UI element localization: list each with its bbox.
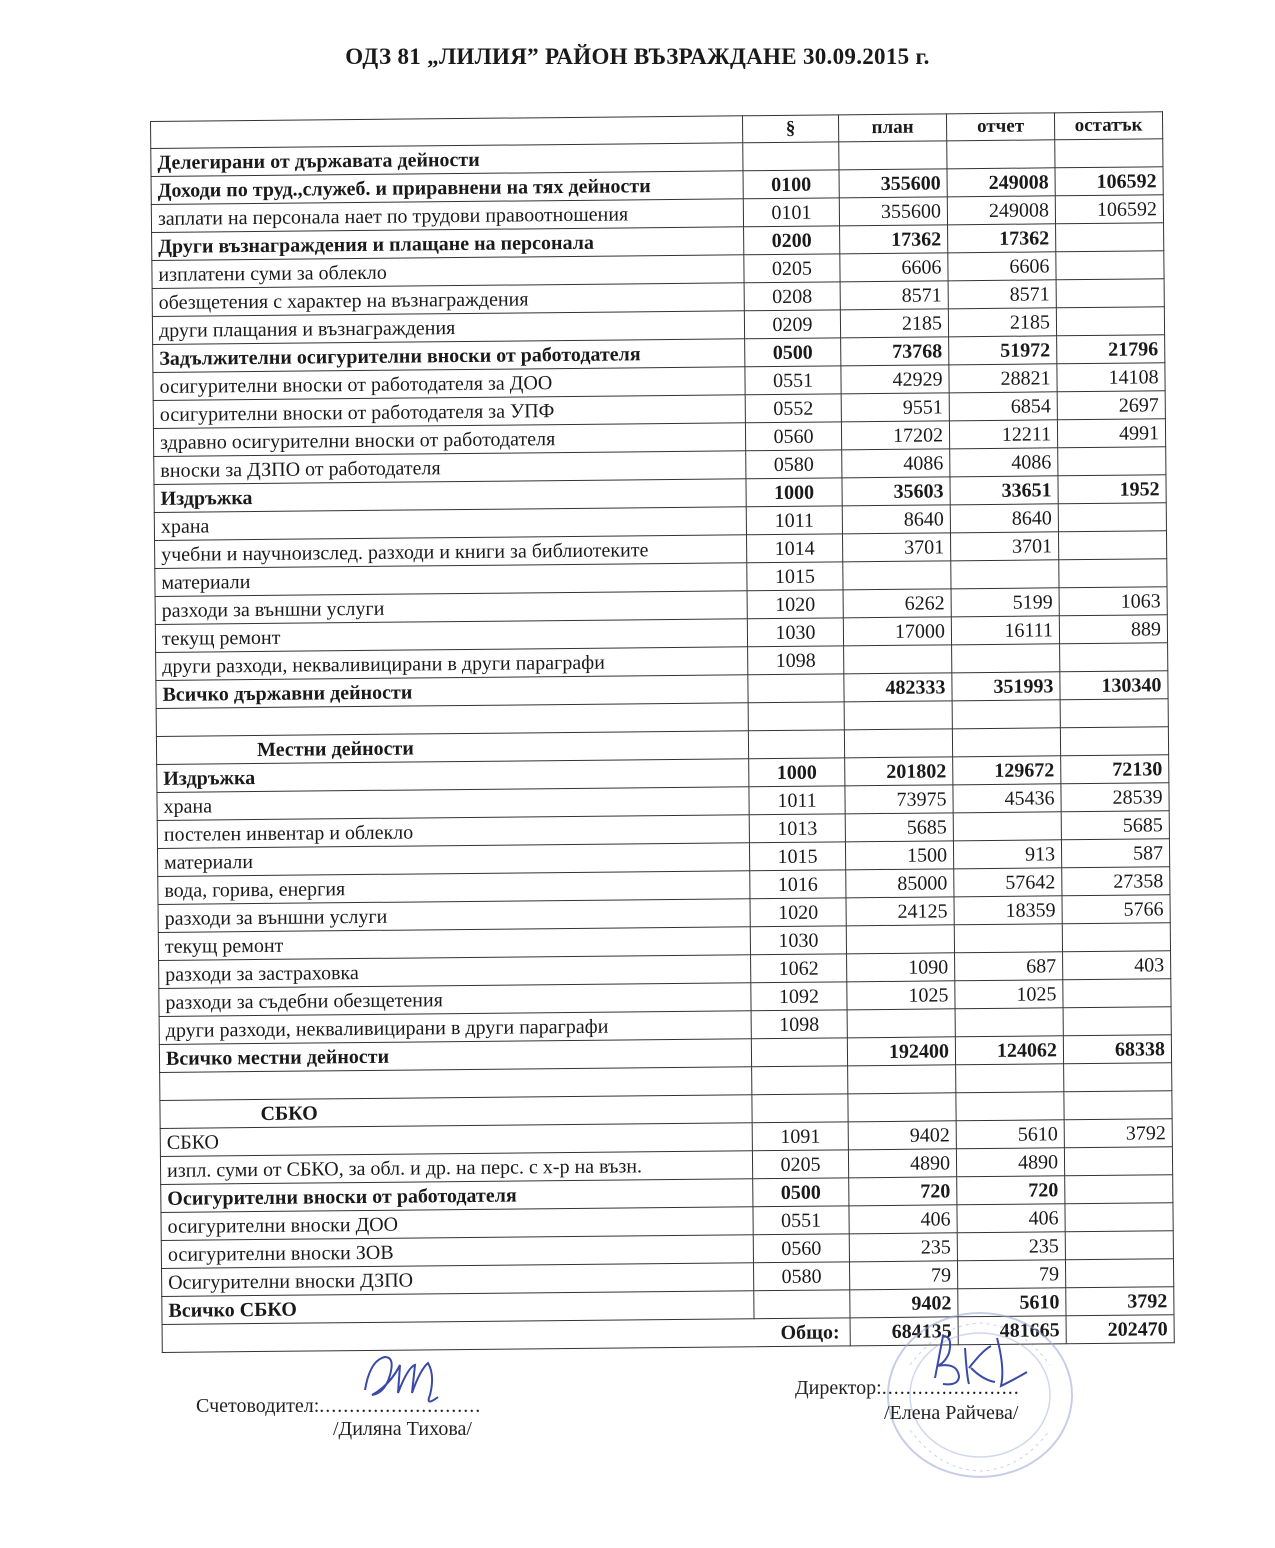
row-report-cell — [952, 644, 1060, 673]
row-name-cell: други плащания и възнаграждения — [152, 311, 744, 345]
row-plan-cell: 6262 — [843, 589, 951, 618]
budget-table — [150, 111, 1175, 1353]
row-name-cell: заплати на персонала нает по трудови правоотношения — [151, 199, 743, 233]
row-code-cell: 0580 — [746, 450, 842, 479]
row-name-cell: Издръжка — [157, 759, 749, 793]
row-plan-cell: 1025 — [847, 981, 955, 1010]
row-report-cell: 8571 — [948, 280, 1056, 309]
row-rest-cell — [1060, 699, 1168, 728]
row-code-cell: 0500 — [745, 338, 841, 367]
row-name-cell: текущ ремонт — [155, 619, 747, 653]
row-code-cell: 0209 — [744, 310, 840, 339]
table-body — [151, 139, 1174, 1325]
row-code-cell: 1014 — [746, 534, 842, 563]
row-name-cell: Всичко местни дейности — [159, 1039, 751, 1073]
row-code-cell: 0101 — [743, 198, 839, 227]
row-report-cell: 45436 — [953, 784, 1061, 813]
row-code-cell: 0551 — [753, 1206, 849, 1235]
row-plan-cell: 192400 — [847, 1037, 955, 1066]
director-label: Директор: — [795, 1377, 882, 1399]
row-code-cell: 1098 — [748, 646, 844, 675]
row-code-cell: 1016 — [750, 870, 846, 899]
row-code-cell — [752, 1066, 848, 1095]
row-name-cell: учебни и научноизслед. разходи и книги за библиотеките — [155, 535, 747, 569]
row-report-cell: 51972 — [949, 336, 1057, 365]
director-dots: ....................... — [881, 1377, 1020, 1399]
row-code-cell: 0551 — [745, 366, 841, 395]
row-code-cell: 0200 — [744, 226, 840, 255]
row-rest-cell: 3792 — [1066, 1287, 1174, 1316]
row-name-cell: други разходи, некваливицирани в други параграфи — [156, 647, 748, 681]
row-report-cell: 33651 — [950, 476, 1058, 505]
row-report-cell: 5610 — [958, 1288, 1066, 1317]
row-name-cell: здравно осигурителни вноски от работодателя — [153, 423, 745, 457]
row-report-cell: 235 — [957, 1232, 1065, 1261]
row-name-cell: разходи за външни услуги — [155, 591, 747, 625]
row-name-cell: разходи за съдебни обезщетения — [159, 983, 751, 1017]
row-report-cell: 249008 — [947, 168, 1055, 197]
row-code-cell — [743, 142, 839, 171]
row-name-cell: осигурителни вноски от работодателя за ДОО — [153, 367, 745, 401]
row-report-cell — [947, 140, 1055, 169]
row-rest-cell — [1059, 559, 1167, 588]
row-rest-cell: 1952 — [1058, 475, 1166, 504]
row-report-cell — [955, 1008, 1063, 1037]
row-name-cell: други разходи, некваливицирани в други параграфи — [159, 1011, 751, 1045]
row-report-cell: 79 — [957, 1260, 1065, 1289]
row-rest-cell: 130340 — [1060, 671, 1168, 700]
row-plan-cell — [848, 1093, 956, 1122]
row-plan-cell: 406 — [849, 1205, 957, 1234]
header-rest: остатък — [1054, 112, 1162, 140]
row-plan-cell: 482333 — [844, 673, 952, 702]
row-plan-cell: 355600 — [839, 169, 947, 198]
row-code-cell — [748, 674, 844, 703]
row-code-cell: 1092 — [751, 982, 847, 1011]
row-name-cell: Всичко СБКО — [162, 1291, 754, 1325]
row-code-cell: 1015 — [747, 562, 843, 591]
row-code-cell: 1030 — [750, 926, 846, 955]
row-name-cell: вноски за ДЗПО от работодателя — [154, 451, 746, 485]
row-plan-cell: 9402 — [850, 1289, 958, 1318]
row-plan-cell: 355600 — [839, 197, 947, 226]
director-signature-line — [795, 1377, 1020, 1400]
grand-total-plan: 684135 — [850, 1317, 958, 1346]
row-plan-cell: 3701 — [842, 533, 950, 562]
row-name-cell: СБКО — [160, 1095, 752, 1129]
grand-total-label: Общо: — [162, 1318, 850, 1353]
row-report-cell: 17362 — [948, 224, 1056, 253]
row-code-cell: 0205 — [752, 1150, 848, 1179]
row-rest-cell — [1063, 979, 1171, 1008]
row-code-cell — [751, 1038, 847, 1067]
header-plan: план — [838, 114, 946, 142]
row-name-cell: материали — [155, 563, 747, 597]
row-rest-cell — [1060, 643, 1168, 672]
row-code-cell: 1000 — [749, 758, 845, 787]
row-plan-cell: 8640 — [842, 505, 950, 534]
row-code-cell: 1015 — [749, 842, 845, 871]
row-plan-cell: 720 — [849, 1177, 957, 1206]
row-plan-cell: 8571 — [840, 281, 948, 310]
row-report-cell: 124062 — [955, 1036, 1063, 1065]
document-title: ОДЗ 81 „ЛИЛИЯ” РАЙОН ВЪЗРАЖДАНЕ 30.09.2015 г. — [345, 44, 930, 69]
row-report-cell: 6606 — [948, 252, 1056, 281]
row-name-cell: храна — [154, 507, 746, 541]
row-plan-cell: 73975 — [845, 785, 953, 814]
row-report-cell: 720 — [957, 1176, 1065, 1205]
row-rest-cell — [1064, 1063, 1172, 1092]
row-name-cell: обезщетения с характер на възнаграждения — [152, 283, 744, 317]
row-code-cell: 1011 — [746, 506, 842, 535]
row-name-cell: Други възнаграждения и плащане на персонала — [152, 227, 744, 261]
row-report-cell: 18359 — [954, 896, 1062, 925]
row-rest-cell — [1058, 447, 1166, 476]
row-rest-cell: 106592 — [1055, 195, 1163, 224]
row-plan-cell: 201802 — [845, 757, 953, 786]
row-rest-cell — [1064, 1091, 1172, 1120]
row-code-cell: 1062 — [751, 954, 847, 983]
row-name-cell: Осигурителни вноски ДЗПО — [162, 1263, 754, 1297]
row-rest-cell — [1064, 1147, 1172, 1176]
row-code-cell — [748, 702, 844, 731]
row-plan-cell: 17202 — [841, 421, 949, 450]
row-report-cell: 6854 — [949, 392, 1057, 421]
row-report-cell: 1025 — [955, 980, 1063, 1009]
row-rest-cell — [1056, 279, 1164, 308]
grand-total-report: 481665 — [958, 1316, 1066, 1345]
row-rest-cell — [1065, 1231, 1173, 1260]
row-code-cell — [754, 1290, 850, 1319]
row-rest-cell — [1062, 923, 1170, 952]
row-plan-cell — [844, 645, 952, 674]
row-rest-cell — [1065, 1203, 1173, 1232]
row-plan-cell: 2185 — [840, 309, 948, 338]
row-plan-cell: 235 — [849, 1233, 957, 1262]
row-code-cell: 0205 — [744, 254, 840, 283]
row-rest-cell: 5685 — [1061, 811, 1169, 840]
row-plan-cell — [846, 925, 954, 954]
row-name-cell: Осигурителни вноски от работодателя — [161, 1179, 753, 1213]
row-rest-cell — [1058, 503, 1166, 532]
row-name-cell: осигурителни вноски ЗОВ — [161, 1235, 753, 1269]
row-code-cell: 0100 — [743, 170, 839, 199]
row-name-cell: осигурителни вноски от работодателя за УПФ — [153, 395, 745, 429]
row-report-cell — [954, 924, 1062, 953]
row-report-cell — [952, 728, 1060, 757]
row-plan-cell: 5685 — [845, 813, 953, 842]
accountant-name: /Диляна Тихова/ — [333, 1418, 472, 1440]
row-plan-cell: 1500 — [845, 841, 953, 870]
row-plan-cell: 17362 — [840, 225, 948, 254]
row-rest-cell: 2697 — [1057, 391, 1165, 420]
row-plan-cell: 6606 — [840, 253, 948, 282]
row-report-cell: 12211 — [949, 420, 1057, 449]
row-name-cell: изпл. суми от СБКО, за обл. и др. на перс. с х-р на възн. — [160, 1151, 752, 1185]
row-report-cell: 16111 — [951, 616, 1059, 645]
row-code-cell: 0208 — [744, 282, 840, 311]
row-code-cell: 1030 — [747, 618, 843, 647]
row-name-cell: Задължителни осигурителни вноски от работодателя — [153, 339, 745, 373]
row-name-cell: текущ ремонт — [158, 927, 750, 961]
row-plan-cell — [839, 141, 947, 170]
row-name-cell: Местни дейности — [156, 731, 748, 765]
director-name: /Елена Райчева/ — [884, 1402, 1019, 1424]
row-rest-cell: 1063 — [1059, 587, 1167, 616]
row-rest-cell: 889 — [1059, 615, 1167, 644]
row-rest-cell: 4991 — [1057, 419, 1165, 448]
row-plan-cell: 79 — [849, 1261, 957, 1290]
row-report-cell: 4890 — [956, 1148, 1064, 1177]
row-rest-cell: 3792 — [1064, 1119, 1172, 1148]
row-name-cell: Издръжка — [154, 479, 746, 513]
row-plan-cell: 9402 — [848, 1121, 956, 1150]
row-name-cell: храна — [157, 787, 749, 821]
row-code-cell: 0552 — [745, 394, 841, 423]
row-code-cell: 0560 — [753, 1234, 849, 1263]
row-name-cell: СБКО — [160, 1123, 752, 1157]
row-name-cell: разходи за външни услуги — [158, 899, 750, 933]
row-rest-cell: 27358 — [1062, 867, 1170, 896]
row-report-cell: 913 — [953, 840, 1061, 869]
row-report-cell: 8640 — [950, 504, 1058, 533]
row-rest-cell: 28539 — [1061, 783, 1169, 812]
row-plan-cell: 85000 — [846, 869, 954, 898]
row-report-cell: 3701 — [950, 532, 1058, 561]
row-rest-cell: 68338 — [1063, 1035, 1171, 1064]
row-code-cell: 1000 — [746, 478, 842, 507]
row-report-cell — [952, 700, 1060, 729]
row-code-cell: 0500 — [753, 1178, 849, 1207]
row-rest-cell: 14108 — [1057, 363, 1165, 392]
row-plan-cell — [844, 701, 952, 730]
row-plan-cell: 24125 — [846, 897, 954, 926]
row-code-cell: 1013 — [749, 814, 845, 843]
row-code-cell: 1011 — [749, 786, 845, 815]
budget-sheet — [150, 111, 1175, 1353]
row-plan-cell: 1090 — [847, 953, 955, 982]
row-report-cell: 2185 — [948, 308, 1056, 337]
accountant-signature-line — [196, 1395, 481, 1418]
row-name-cell: Доходи по труд.,служеб. и приравнени на тях дейности — [151, 171, 743, 205]
header-report: отчет — [946, 113, 1054, 141]
accountant-label: Счетоводител: — [196, 1395, 320, 1417]
row-code-cell — [752, 1094, 848, 1123]
grand-total-rest: 202470 — [1066, 1315, 1174, 1344]
row-report-cell: 57642 — [954, 868, 1062, 897]
row-rest-cell — [1065, 1259, 1173, 1288]
row-rest-cell — [1056, 223, 1164, 252]
row-code-cell: 1020 — [747, 590, 843, 619]
row-rest-cell: 403 — [1063, 951, 1171, 980]
row-name-cell: изплатени суми за облекло — [152, 255, 744, 289]
row-plan-cell — [844, 729, 952, 758]
row-report-cell: 687 — [955, 952, 1063, 981]
row-code-cell: 0580 — [753, 1262, 849, 1291]
row-plan-cell — [847, 1009, 955, 1038]
row-report-cell: 129672 — [953, 756, 1061, 785]
row-rest-cell — [1055, 139, 1163, 168]
row-report-cell — [951, 560, 1059, 589]
row-rest-cell — [1060, 727, 1168, 756]
row-rest-cell: 106592 — [1055, 167, 1163, 196]
row-rest-cell — [1063, 1007, 1171, 1036]
row-plan-cell: 9551 — [841, 393, 949, 422]
row-rest-cell: 587 — [1061, 839, 1169, 868]
row-code-cell: 1020 — [750, 898, 846, 927]
row-report-cell — [953, 812, 1061, 841]
row-rest-cell — [1056, 251, 1164, 280]
row-name-cell: материали — [157, 843, 749, 877]
row-report-cell: 4086 — [950, 448, 1058, 477]
row-name-cell: разходи за застраховка — [159, 955, 751, 989]
row-report-cell — [956, 1092, 1064, 1121]
row-report-cell: 351993 — [952, 672, 1060, 701]
row-plan-cell — [843, 561, 951, 590]
row-code-cell: 0560 — [745, 422, 841, 451]
row-rest-cell — [1056, 307, 1164, 336]
row-plan-cell: 4086 — [842, 449, 950, 478]
accountant-dots: ........................... — [319, 1395, 482, 1417]
row-code-cell: 1098 — [751, 1010, 847, 1039]
row-plan-cell: 42929 — [841, 365, 949, 394]
row-report-cell: 28821 — [949, 364, 1057, 393]
row-plan-cell: 35603 — [842, 477, 950, 506]
row-rest-cell — [1058, 531, 1166, 560]
row-code-cell — [748, 730, 844, 759]
row-report-cell: 5199 — [951, 588, 1059, 617]
row-report-cell: 406 — [957, 1204, 1065, 1233]
row-rest-cell: 21796 — [1057, 335, 1165, 364]
row-report-cell — [956, 1064, 1064, 1093]
header-code: § — [742, 115, 838, 143]
row-rest-cell: 72130 — [1061, 755, 1169, 784]
row-name-cell: осигурителни вноски ДОО — [161, 1207, 753, 1241]
row-plan-cell: 17000 — [843, 617, 951, 646]
row-name-cell: Делегирани от държавата дейности — [151, 143, 743, 177]
row-plan-cell — [848, 1065, 956, 1094]
row-report-cell: 5610 — [956, 1120, 1064, 1149]
row-rest-cell: 5766 — [1062, 895, 1170, 924]
row-name-cell: вода, горива, енергия — [158, 871, 750, 905]
row-plan-cell: 73768 — [841, 337, 949, 366]
row-code-cell: 1091 — [752, 1122, 848, 1151]
row-name-cell: постелен инвентар и облекло — [157, 815, 749, 849]
row-plan-cell: 4890 — [848, 1149, 956, 1178]
row-report-cell: 249008 — [947, 196, 1055, 225]
row-rest-cell — [1065, 1175, 1173, 1204]
row-name-cell: Всичко държавни дейности — [156, 675, 748, 709]
